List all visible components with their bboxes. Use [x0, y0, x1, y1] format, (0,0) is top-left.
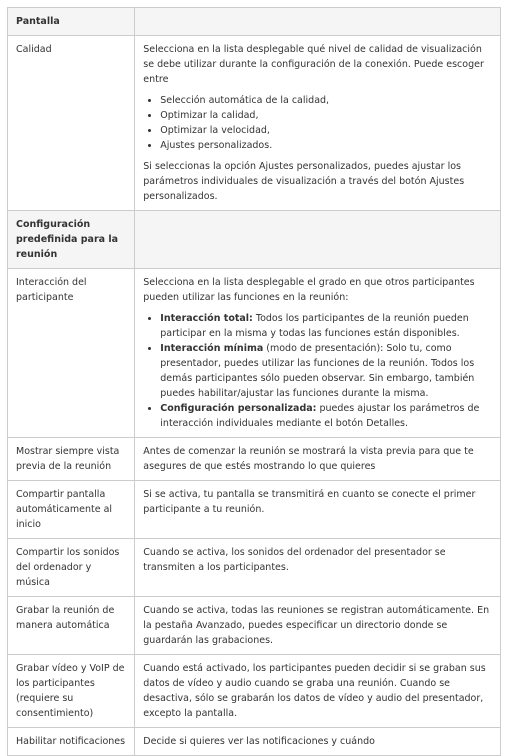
- interaccion-option: [160, 401, 492, 431]
- section-empty-cell: [135, 8, 501, 36]
- calidad-note: Si seleccionas la opción Ajustes personalizados, puedes ajustar los parámetros individuales de visualización a través del botón Ajustes personalizados.: [143, 161, 465, 202]
- setting-description-interaccion: [135, 269, 501, 438]
- table-row-calidad: [8, 36, 501, 211]
- setting-description-grabar: Cuando se activa, todas las reuniones se registran automáticamente. En la pestaña Avanzado, puedes especificar un directorio donde se guardarán las grabaciones.: [135, 597, 501, 655]
- interaccion-options-list: [143, 311, 492, 431]
- setting-label-calidad: Calidad: [8, 36, 135, 211]
- setting-label-grabar: Grabar la reunión de manera automática: [8, 597, 135, 655]
- table-row-grabar: [8, 597, 501, 655]
- setting-description-vista-previa: Antes de comenzar la reunión se mostrará la vista previa para que te asegures de que estés mostrando lo que quieres: [135, 438, 501, 481]
- setting-description-video-voip: Cuando está activado, los participantes pueden decidir si se graban sus datos de vídeo y audio cuando se graba una reunión. Cuando se desactiva, sólo se grabarán los datos de vídeo y audio del presentador, excepto la pantalla.: [135, 655, 501, 728]
- section-row-pantalla: [8, 8, 501, 36]
- calidad-option: • Optimizar la calidad,: [160, 108, 492, 123]
- setting-label-interaccion: Interacción del participante: [8, 269, 135, 438]
- table-row-compartir-pantalla: [8, 481, 501, 539]
- table-row-vista-previa: [8, 438, 501, 481]
- section-row-config: [8, 211, 501, 269]
- calidad-option: • Selección automática de la calidad,: [160, 93, 492, 108]
- setting-label-vista-previa: Mostrar siempre vista previa de la reunión: [8, 438, 135, 481]
- settings-table-container: [7, 7, 501, 756]
- option-text: (modo de presentación): Solo tu, como presentador, puedes utilizar las funciones de la reunión. Todos los demás participantes sólo pueden observar. Sin embargo, también puedes habilitar/ajustar las funciones durante la misma.: [160, 343, 475, 399]
- calidad-intro: Selecciona en la lista desplegable qué nivel de calidad de visualización se debe utilizar durante la configuración de la conexión. Puede escoger entre: [143, 44, 484, 85]
- interaccion-option: [160, 311, 492, 341]
- section-title-pantalla: Pantalla: [8, 8, 135, 36]
- option-term: Interacción mínima: [160, 343, 264, 354]
- table-row-sonidos: [8, 539, 501, 597]
- setting-description-notificaciones: Decide si quieres ver las notificaciones y cuándo: [135, 728, 501, 756]
- setting-label-sonidos: Compartir los sonidos del ordenador y música: [8, 539, 135, 597]
- calidad-option: • Optimizar la velocidad,: [160, 123, 492, 138]
- option-text: Todos los participantes de la reunión pueden participar en la misma y todas las funciones están disponibles.: [160, 313, 469, 339]
- setting-label-compartir-pantalla: Compartir pantalla automáticamente al inicio: [8, 481, 135, 539]
- interaccion-option: [160, 341, 492, 401]
- option-term: Interacción total:: [160, 313, 253, 324]
- setting-description-sonidos: Cuando se activa, los sonidos del ordenador del presentador se transmiten a los participantes.: [135, 539, 501, 597]
- setting-label-video-voip: Grabar vídeo y VoIP de los participantes (requiere su consentimiento): [8, 655, 135, 728]
- interaccion-intro: Selecciona en la lista desplegable el grado en que otros participantes pueden utilizar las funciones en la reunión:: [143, 277, 475, 303]
- option-term: Configuración personalizada:: [160, 403, 317, 414]
- section-title-config: Configuración predefinida para la reunión: [8, 211, 135, 269]
- setting-description-calidad: [135, 36, 501, 211]
- setting-label-notificaciones: Habilitar notificaciones: [8, 728, 135, 756]
- calidad-options-list: [143, 93, 492, 153]
- table-row-video-voip: [8, 655, 501, 728]
- option-text: puedes ajustar los parámetros de interacción individuales mediante el botón Detalles.: [160, 403, 480, 429]
- table-row-interaccion: [8, 269, 501, 438]
- table-row-notificaciones: [8, 728, 501, 756]
- setting-description-compartir-pantalla: Si se activa, tu pantalla se transmitirá en cuanto se conecte el primer participante a tu reunión.: [135, 481, 501, 539]
- settings-table: [7, 7, 501, 756]
- section-empty-cell: [135, 211, 501, 269]
- calidad-option: • Ajustes personalizados.: [160, 138, 492, 153]
